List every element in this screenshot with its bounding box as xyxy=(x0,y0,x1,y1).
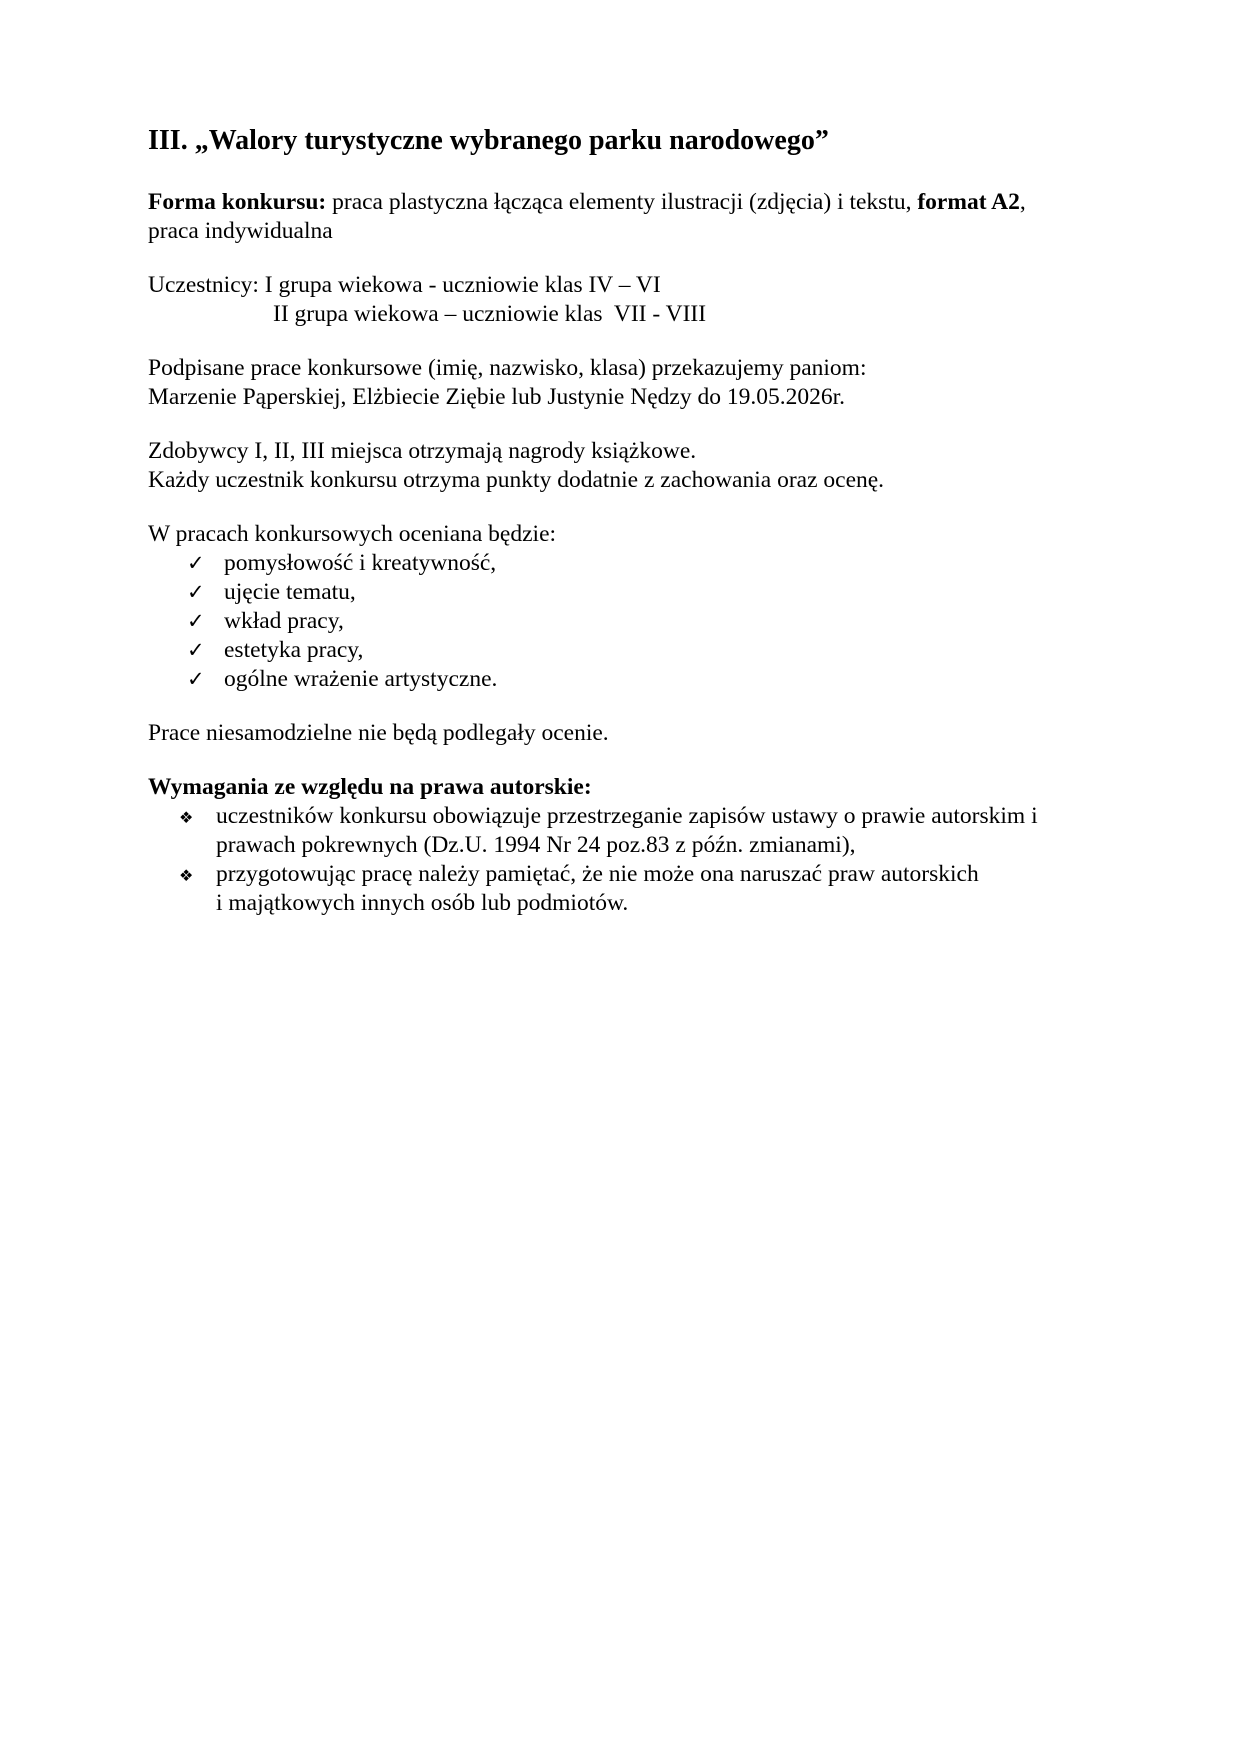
submission-line-2: Marzenie Pąperskiej, Elżbiecie Ziębie lub Justynie Nędzy do 19.05.2026r. xyxy=(148,384,845,410)
criteria-item-text: wkład pracy, xyxy=(224,608,344,634)
copyright-item-1-line-2: prawach pokrewnych (Dz.U. 1994 Nr 24 poz.83 z późn. zmianami), xyxy=(216,832,856,858)
checkmark-icon: ✓ xyxy=(187,551,205,575)
contest-form-line-2: praca indywidualna xyxy=(148,218,333,244)
list-item xyxy=(148,549,1108,578)
submission-line-1: Podpisane prace konkursowe (imię, nazwisko, klasa) przekazujemy paniom: xyxy=(148,355,867,381)
contest-form-section xyxy=(148,188,1108,246)
submission-section xyxy=(148,354,1108,412)
list-item xyxy=(148,607,1108,636)
document-title: III. „Walory turystyczne wybranego parku narodowego” xyxy=(148,125,829,156)
contest-form-punctuation: , xyxy=(1019,189,1026,215)
list-item xyxy=(148,636,1108,665)
copyright-list xyxy=(148,802,1108,918)
contest-form-line-1 xyxy=(148,188,1108,217)
contest-form-label: Forma konkursu: xyxy=(148,189,327,215)
criteria-item-text: estetyka pracy, xyxy=(224,637,364,663)
contest-format: format A2 xyxy=(917,189,1020,215)
contest-form-description: praca plastyczna łącząca elementy ilustracji (zdjęcia) i tekstu, xyxy=(326,189,918,215)
list-item xyxy=(148,860,1108,918)
criteria-list xyxy=(148,549,1108,694)
prizes-section xyxy=(148,437,1108,495)
independent-work-note: Prace niesamodzielne nie będą podlegały ocenie. xyxy=(148,720,609,746)
participants-group-2: II grupa wiekowa – uczniowie klas VII - VIII xyxy=(273,301,707,327)
note-section xyxy=(148,719,1108,748)
copyright-item-1-line-1: uczestników konkursu obowiązuje przestrzeganie zapisów ustawy o prawie autorskim i xyxy=(216,803,1038,829)
four-diamond-icon: ❖ xyxy=(179,808,194,827)
prizes-line-1: Zdobywcy I, II, III miejsca otrzymają nagrody książkowe. xyxy=(148,438,697,464)
participants-group-1: Uczestnicy: I grupa wiekowa - uczniowie klas IV – VI xyxy=(148,272,661,298)
criteria-section xyxy=(148,520,1108,694)
list-item xyxy=(148,578,1108,607)
checkmark-icon: ✓ xyxy=(187,580,205,604)
copyright-item-2-line-1: przygotowując pracę należy pamiętać, że nie może ona naruszać praw autorskich xyxy=(216,861,979,887)
criteria-item-text: ogólne wrażenie artystyczne. xyxy=(224,666,498,692)
list-item xyxy=(148,665,1108,694)
checkmark-icon: ✓ xyxy=(187,638,205,662)
four-diamond-icon: ❖ xyxy=(179,866,194,885)
checkmark-icon: ✓ xyxy=(187,609,205,633)
criteria-intro: W pracach konkursowych oceniana będzie: xyxy=(148,521,557,547)
prizes-line-2: Każdy uczestnik konkursu otrzyma punkty dodatnie z zachowania oraz ocenę. xyxy=(148,467,885,493)
checkmark-icon: ✓ xyxy=(187,667,205,691)
participants-section xyxy=(148,271,1108,329)
copyright-item-2-line-2: i majątkowych innych osób lub podmiotów. xyxy=(216,890,629,916)
criteria-item-text: ujęcie tematu, xyxy=(224,579,356,605)
criteria-item-text: pomysłowość i kreatywność, xyxy=(224,550,497,576)
list-item xyxy=(148,802,1108,860)
copyright-heading: Wymagania ze względu na prawa autorskie: xyxy=(148,774,592,800)
document-page xyxy=(148,124,1108,943)
copyright-section xyxy=(148,773,1108,918)
